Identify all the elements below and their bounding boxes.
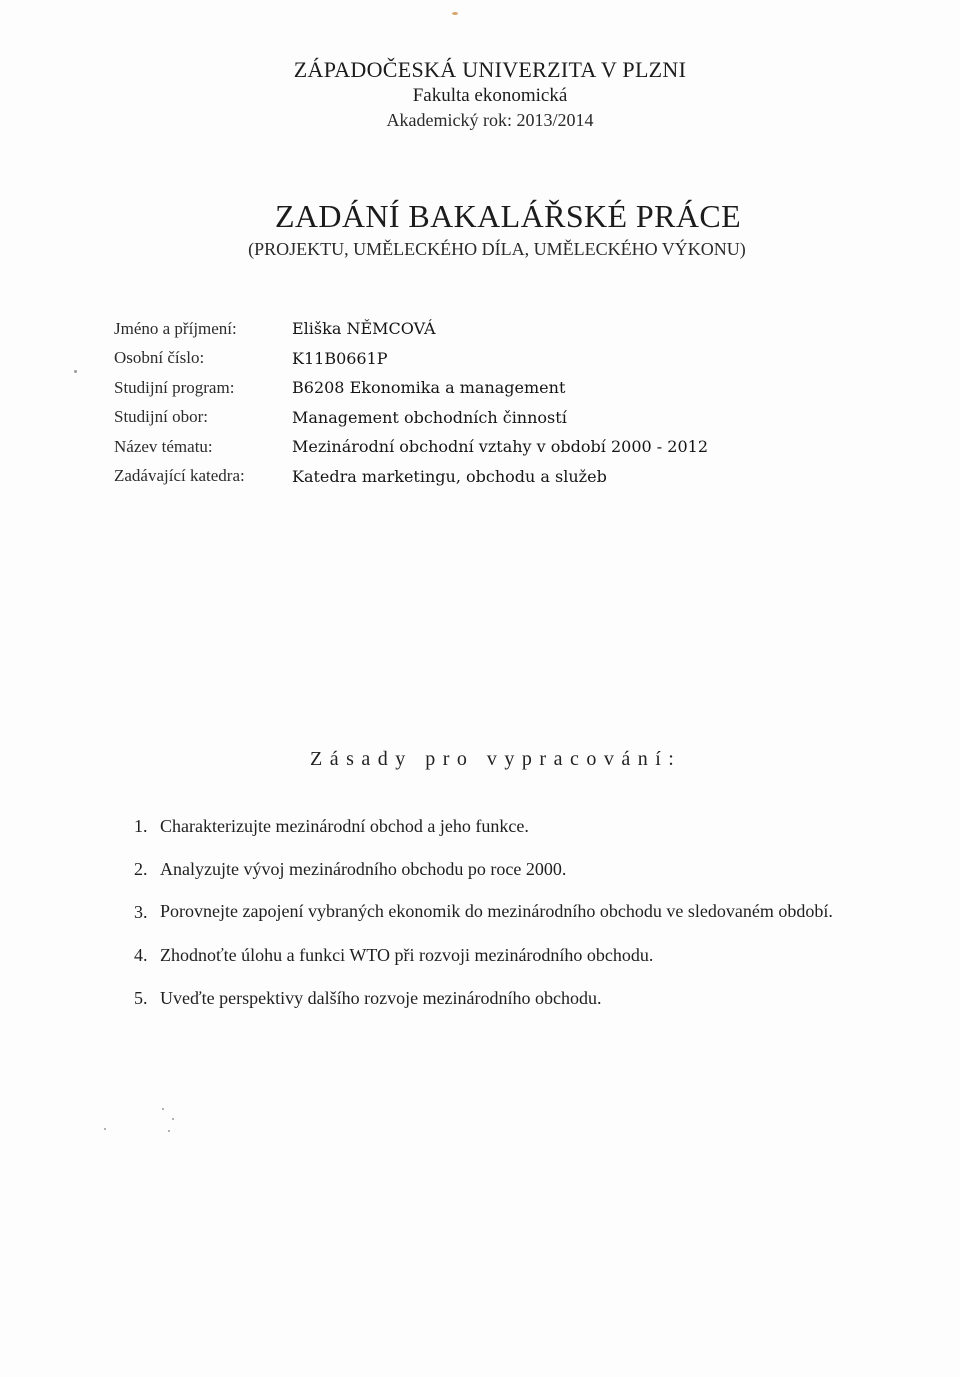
info-value: B6208 Ekonomika a management: [292, 378, 566, 398]
scan-speck: [168, 1130, 170, 1132]
info-value: Management obchodních činností: [292, 407, 567, 427]
scan-speck: [104, 1128, 106, 1130]
assignment-title-block: [0, 196, 960, 262]
info-label: Název tématu:: [114, 436, 213, 456]
list-item-text: Analyzujte vývoj mezinárodního obchodu po roce 2000.: [160, 859, 567, 879]
assignment-title: ZADÁNÍ BAKALÁŘSKÉ PRÁCE: [274, 198, 742, 234]
info-row-name: [114, 314, 708, 344]
list-item: [134, 857, 904, 881]
guidelines-heading: Zásady pro vypracování:: [310, 748, 682, 770]
faculty-name: Fakulta ekonomická: [412, 85, 568, 106]
list-item: [134, 986, 904, 1010]
assignment-subtitle: (PROJEKTU, UMĚLECKÉHO DÍLA, UMĚLECKÉHO VÝKONU): [248, 239, 746, 259]
student-info-table: [114, 314, 708, 491]
info-label: Jméno a příjmení:: [114, 318, 237, 338]
info-value: K11B0661P: [292, 348, 388, 368]
list-item-number: 5.: [134, 988, 148, 1008]
info-row-department: [114, 462, 708, 492]
scan-speck: [74, 370, 77, 373]
info-row-personal-number: [114, 344, 708, 374]
document-header: [0, 56, 960, 132]
academic-year: Akademický rok: 2013/2014: [386, 110, 594, 130]
university-name: ZÁPADOČESKÁ UNIVERZITA V PLZNI: [293, 57, 687, 82]
scan-speck: [172, 1118, 174, 1120]
list-item-text: Zhodnoťte úlohu a funkci WTO při rozvoji mezinárodního obchodu.: [160, 945, 654, 965]
list-item-number: 1.: [134, 816, 148, 836]
list-item-text: Porovnejte zapojení vybraných ekonomik do mezinárodního obchodu ve sledovaném období.: [160, 901, 833, 921]
scan-speck: [452, 12, 458, 15]
info-value: Eliška NĚMCOVÁ: [292, 319, 436, 339]
info-label: Osobní číslo:: [114, 348, 205, 368]
info-row-study-program: [114, 373, 708, 403]
info-value: Mezinárodní obchodní vztahy v období 2000 - 2012: [292, 437, 708, 457]
info-label: Studijní program:: [114, 377, 235, 397]
info-label: Zadávající katedra:: [114, 466, 245, 486]
list-item-number: 3.: [134, 902, 148, 922]
list-item-text: Charakterizujte mezinárodní obchod a jeho funkce.: [160, 816, 529, 836]
info-value: Katedra marketingu, obchodu a služeb: [292, 466, 607, 486]
list-item-text: Uveďte perspektivy dalšího rozvoje mezinárodního obchodu.: [160, 988, 602, 1008]
list-item: [134, 943, 904, 967]
info-label: Studijní obor:: [114, 407, 208, 427]
info-row-topic: [114, 432, 708, 462]
list-item-number: 2.: [134, 859, 148, 879]
list-item: [134, 900, 904, 924]
list-item: [134, 814, 904, 838]
info-row-study-field: [114, 403, 708, 433]
scan-speck: [162, 1108, 164, 1110]
list-item-number: 4.: [134, 945, 148, 965]
guidelines-list: [134, 814, 904, 1029]
